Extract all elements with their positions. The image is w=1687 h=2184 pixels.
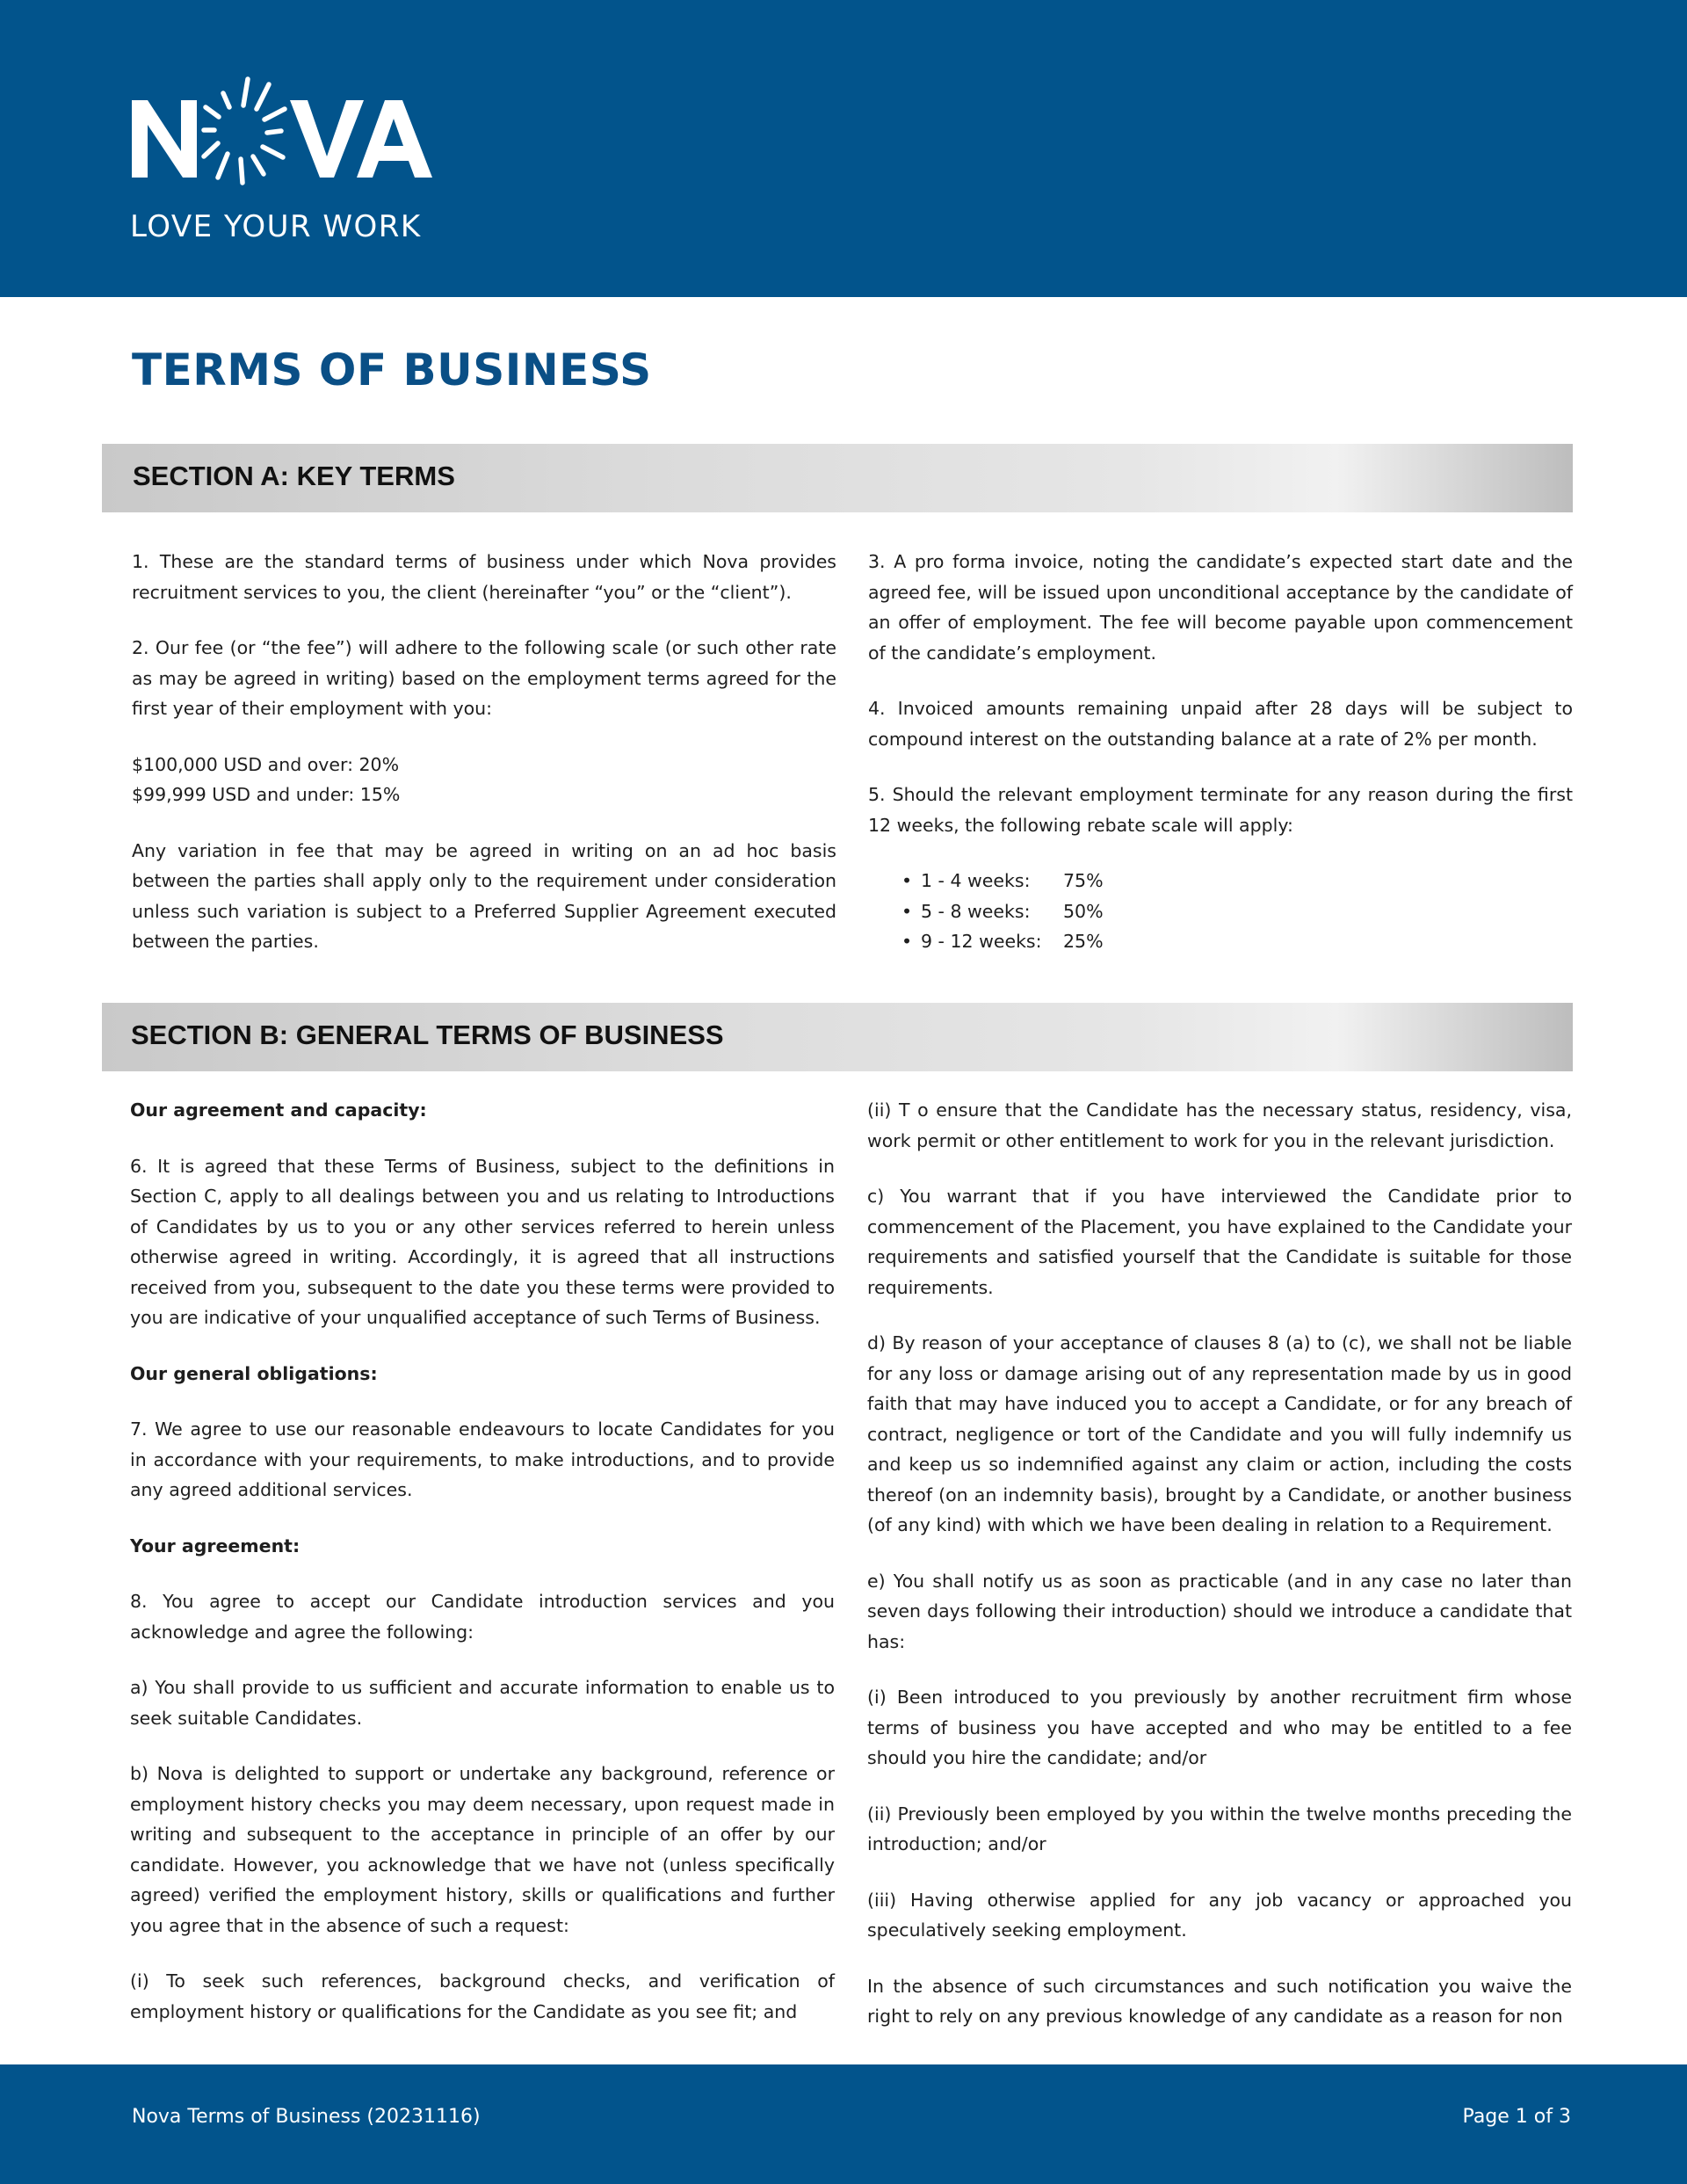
clause-8e: e) You shall notify us as soon as practicable (and in any case no later than seven days following their introduction) should we introduce a candidate that has:: [867, 1570, 1572, 1652]
clause-8b-i: (i) To seek such references, background checks, and verification of employment history or qualifications for the Candidate as you see fit; and: [130, 1970, 835, 2022]
rebate-rate: 75%: [1063, 870, 1104, 891]
clause-8a: a) You shall provide to us sufficient and accurate information to enable us to seek suitable Candidates.: [130, 1677, 835, 1729]
section-a-left-column: [132, 547, 836, 983]
section-b-heading: SECTION B: GENERAL TERMS OF BUSINESS: [131, 1019, 724, 1050]
clause-8e-iii: (iii) Having otherwise applied for any job vacancy or approached you speculatively seeking employment.: [867, 1889, 1572, 1941]
section-b-right-column: [867, 1095, 1572, 2057]
subheading-your-agreement: Your agreement:: [130, 1535, 300, 1556]
section-a-heading: SECTION A: KEY TERMS: [133, 461, 455, 491]
clause-3: 3. A pro forma invoice, noting the candidate’s expected start date and the agreed fee, will be issued upon unconditional acceptance by the candidate of an offer of employment. The fee will become payable upon commencement of the candidate’s employment.: [868, 551, 1573, 664]
footer-document-id: Nova Terms of Business (20231116): [132, 2106, 481, 2128]
rebate-item: [901, 926, 1573, 957]
footer-page-number: Page 1 of 3: [1462, 2106, 1571, 2128]
clause-8d: d) By reason of your acceptance of clauses 8 (a) to (c), we shall not be liable for any loss or damage arising out of any representation made by us in good faith that may have induced you to accept a Candidate, or for any breach of contract, negligence or tort of the Candidate and you will fully indemnify us and keep us so indemnified against any claim or action, including the costs thereof (on an indemnity basis), brought by a Candidate, or another business (of any kind) with which we have been dealing in relation to a Requirement.: [867, 1332, 1572, 1535]
clause-7: 7. We agree to use our reasonable endeavours to locate Candidates for you in accordance with your requirements, to make introductions, and to provide any agreed additional services.: [130, 1419, 835, 1500]
section-a-right-column: [868, 547, 1573, 957]
section-b-left-column: [130, 1095, 835, 2052]
rebate-scale-list: [868, 866, 1573, 957]
clause-4: 4. Invoiced amounts remaining unpaid after 28 days will be subject to compound interest on the outstanding balance at a rate of 2% per month.: [868, 698, 1573, 750]
bullet-icon: •: [901, 931, 913, 952]
header-banner: [0, 0, 1687, 297]
brand-tagline: LOVE YOUR WORK: [130, 209, 422, 244]
clause-8: 8. You agree to accept our Candidate introduction services and you acknowledge and agree the following:: [130, 1591, 835, 1643]
section-b-header: [102, 1003, 1573, 1071]
clause-8b: b) Nova is delighted to support or undertake any background, reference or employment history checks you may deem necessary, upon request made in writing and subsequent to the acceptance in principle of an offer by our candidate. However, you acknowledge that we have not (unless specifically agreed) verified the employment history, skills or qualifications and further you agree that in the absence of such a request:: [130, 1763, 835, 1936]
clause-6: 6. It is agreed that these Terms of Business, subject to the definitions in Section C, apply to all dealings between you and us relating to Introductions of Candidates by us to you or any other services referred to herein unless otherwise agreed in writing. Accordingly, it is agreed that all instructions received from you, subsequent to the date you these terms were provided to you are indicative of your unqualified acceptance of such Terms of Business.: [130, 1155, 835, 1328]
bullet-icon: •: [901, 870, 913, 891]
clause-8c: c) You warrant that if you have interviewed the Candidate prior to commencement of the Placement, you have explained to the Candidate your requirements and satisfied yourself that the Candidate is suitable for those requirements.: [867, 1186, 1572, 1298]
rebate-period: 5 - 8 weeks:: [921, 900, 1031, 922]
clause-8e-waiver: In the absence of such circumstances and such notification you waive the right to rely on any previous knowledge of any candidate as a reason for non: [867, 1975, 1572, 2027]
clause-2: 2. Our fee (or “the fee”) will adhere to the following scale (or such other rate as may be agreed in writing) based on the employment terms agreed for the first year of their employment with you:: [132, 637, 836, 719]
fee-scale: [132, 750, 836, 810]
page-title: TERMS OF BUSINESS: [132, 345, 652, 395]
clause-8e-i: (i) Been introduced to you previously by another recruitment firm whose terms of business you have accepted and who may be entitled to a fee should you hire the candidate; and/or: [867, 1687, 1572, 1768]
subheading-agreement-capacity: Our agreement and capacity:: [130, 1099, 427, 1121]
rebate-item: [901, 896, 1573, 927]
clause-1: 1. These are the standard terms of business under which Nova provides recruitment services to you, the client (hereinafter “you” or the “client”).: [132, 551, 836, 603]
clause-8e-ii: (ii) Previously been employed by you within the twelve months preceding the introduction; and/or: [867, 1803, 1572, 1854]
fee-variation-text: Any variation in fee that may be agreed in writing on an ad hoc basis between the parties shall apply only to the requirement under consideration unless such variation is subject to a Preferred Supplier Agreement executed between the parties.: [132, 839, 836, 952]
bullet-icon: •: [901, 900, 913, 922]
rebate-item: [901, 866, 1573, 896]
section-a-header: [102, 444, 1573, 512]
rebate-rate: 25%: [1063, 931, 1104, 952]
rebate-period: 9 - 12 weeks:: [921, 931, 1042, 952]
footer-banner: [0, 2064, 1687, 2184]
rebate-rate: 50%: [1063, 900, 1104, 922]
nova-logo: [130, 76, 446, 251]
subheading-general-obligations: Our general obligations:: [130, 1362, 378, 1384]
clause-8b-ii: (ii) T o ensure that the Candidate has the necessary status, residency, visa, work permit or other entitlement to work for you in the relevant jurisdiction.: [867, 1099, 1572, 1151]
rebate-period: 1 - 4 weeks:: [921, 870, 1031, 891]
fee-line-lower: $99,999 USD and under: 15%: [132, 784, 401, 805]
clause-5: 5. Should the relevant employment terminate for any reason during the first 12 weeks, the following rebate scale will apply:: [868, 784, 1573, 836]
nova-wordmark-icon: [130, 76, 446, 199]
fee-line-upper: $100,000 USD and over: 20%: [132, 753, 400, 775]
